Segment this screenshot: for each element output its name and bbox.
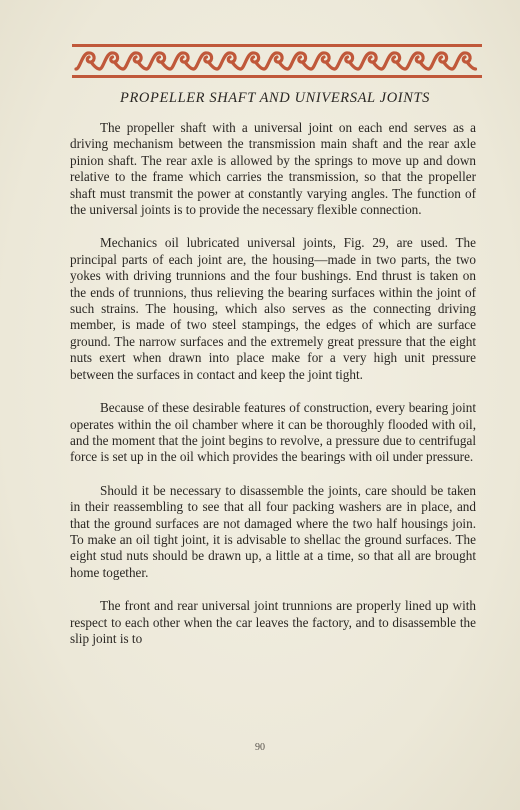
wave-scroll-motif <box>123 53 147 69</box>
wave-scroll-motif <box>241 53 265 69</box>
wave-scroll-motif <box>452 53 476 69</box>
wave-scroll-motif <box>358 53 382 69</box>
wave-scroll-motif <box>170 53 194 69</box>
wave-scroll-motif <box>335 53 359 69</box>
page-title: PROPELLER SHAFT AND UNIVERSAL JOINTS <box>120 90 430 106</box>
body-text <box>70 120 476 664</box>
wave-scroll-motif <box>429 53 453 69</box>
wave-scroll-motif <box>100 53 124 69</box>
wave-scroll-motif <box>311 53 335 69</box>
wave-scroll-motif <box>147 53 171 69</box>
wave-scroll-motif <box>194 53 218 69</box>
wave-scroll-motif <box>264 53 288 69</box>
paragraph: The front and rear universal joint trunnions are properly lined up with respect to each other when the car leaves the factory, and to disassemble the slip joint is to <box>70 598 476 646</box>
wave-scroll-motif <box>217 53 241 69</box>
wave-scroll-motif <box>76 53 100 69</box>
paragraph: Should it be necessary to disassemble the joints, care should be taken in their reassembling to see that all four packing washers are in place, and that the ground surfaces are not damaged where the two half housings join. To make an oil tight joint, it is advisable to shellac the ground surfaces. The eight stud nuts should be drawn up, a little at a time, so that all are brought home together. <box>70 482 476 580</box>
paragraph: The propeller shaft with a universal joint on each end serves as a driving mechanism between the transmission main shaft and the rear axle pinion shaft. The rear axle is allowed by the springs to move up and down relative to the frame which carries the transmission, so that the propeller shaft must transmit the power at constantly varying angles. The function of the universal joints is to provide the necessary flexible connection. <box>70 120 476 218</box>
paragraph: Because of these desirable features of construction, every bearing joint operates within the oil chamber where it can be thoroughly flooded with oil, and the moment that the joint begins to revolve, a pressure due to centrifugal force is set up in the oil which provides the bearings with oil under pressure. <box>70 400 476 465</box>
decorative-wave-border <box>72 44 482 78</box>
paragraph: Mechanics oil lubricated universal joints, Fig. 29, are used. The principal parts of each joint are, the housing—made in two parts, the two yokes with driving trunnions and the four bushings. End thrust is taken on the ends of trunnions, thus relieving the bearing surfaces within the joint of such strains. The housing, which also serves as the connecting driving member, is made of two steel stampings, the edges of which are surface ground. The narrow surfaces and the extremely great pressure that the eight nuts exert when drawn into place make for a very high unit pressure between the surfaces in contact and keep the joint tight. <box>70 235 476 382</box>
wave-scroll-motif <box>288 53 312 69</box>
wave-scroll-motif <box>405 53 429 69</box>
page-number: 90 <box>255 742 265 753</box>
wave-scroll-motif <box>382 53 406 69</box>
